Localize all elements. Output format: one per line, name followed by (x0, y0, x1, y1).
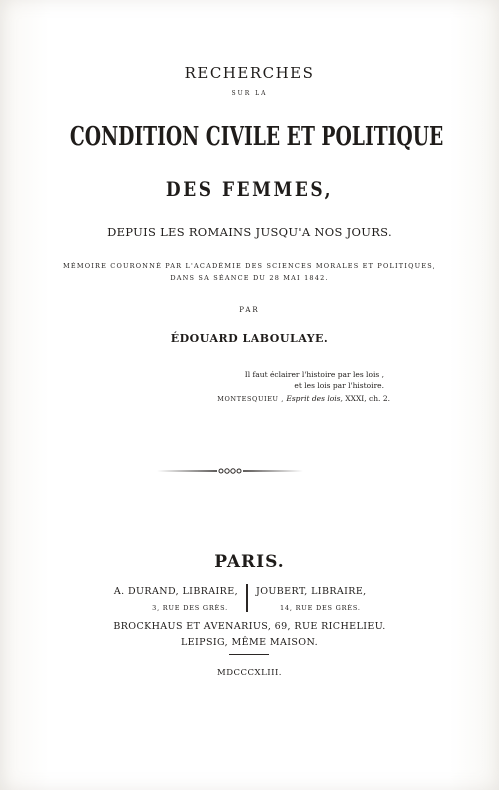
publisher-divider (246, 584, 248, 612)
title-main: CONDITION CIVILE ET POLITIQUE (69, 122, 444, 152)
ornament-icon (155, 465, 305, 477)
title-sur-la: SUR LA (231, 90, 268, 97)
title-recherches: RECHERCHES (184, 64, 315, 82)
epigraph-author: MONTESQUIEU , (217, 395, 284, 403)
title-des-femmes: DES FEMMES, (165, 177, 334, 201)
publisher-right-name: JOUBERT, LIBRAIRE, (256, 586, 367, 597)
publisher-left-address (58, 602, 228, 613)
epigraph-line-1: Il faut éclairer l'histoire par les lois , (244, 370, 384, 379)
author-name: ÉDOUARD LABOULAYE. (170, 332, 329, 345)
imprint-rule (229, 654, 269, 655)
publisher-left-name: A. DURAND, LIBRAIRE, (113, 586, 238, 597)
epigraph-ref: XXXI, ch. 2. (345, 394, 390, 403)
imprint-leipsig: LEIPSIG, MÊME MAISON. (180, 637, 319, 648)
imprint-brockhaus: BROCKHAUS ET AVENARIUS, 69, RUE RICHELIEU. (113, 621, 386, 632)
award-line-1: MÉMOIRE COURONNÉ PAR L'ACADÉMIE DES SCIENCES MORALES ET POLITIQUES, (63, 262, 436, 270)
award-line-2: DANS SA SÉANCE DU 28 MAI 1842. (170, 274, 329, 282)
epigraph-line-2: et les lois par l'histoire. (294, 381, 384, 390)
publisher-left-address-text: 3, RUE DES GRÈS. (152, 604, 228, 612)
epigraph-work: Esprit des lois, (286, 394, 343, 403)
epigraph-attribution (200, 394, 390, 403)
imprint-city: PARIS. (214, 552, 285, 572)
imprint-date: MDCCCXLIII. (217, 668, 282, 678)
by-label: PAR (239, 306, 260, 314)
publisher-right-address-text: 14, RUE DES GRÈS. (280, 604, 361, 612)
subtitle: DEPUIS LES ROMAINS JUSQU'A NOS JOURS. (107, 225, 392, 239)
publisher-right-address (280, 602, 440, 613)
